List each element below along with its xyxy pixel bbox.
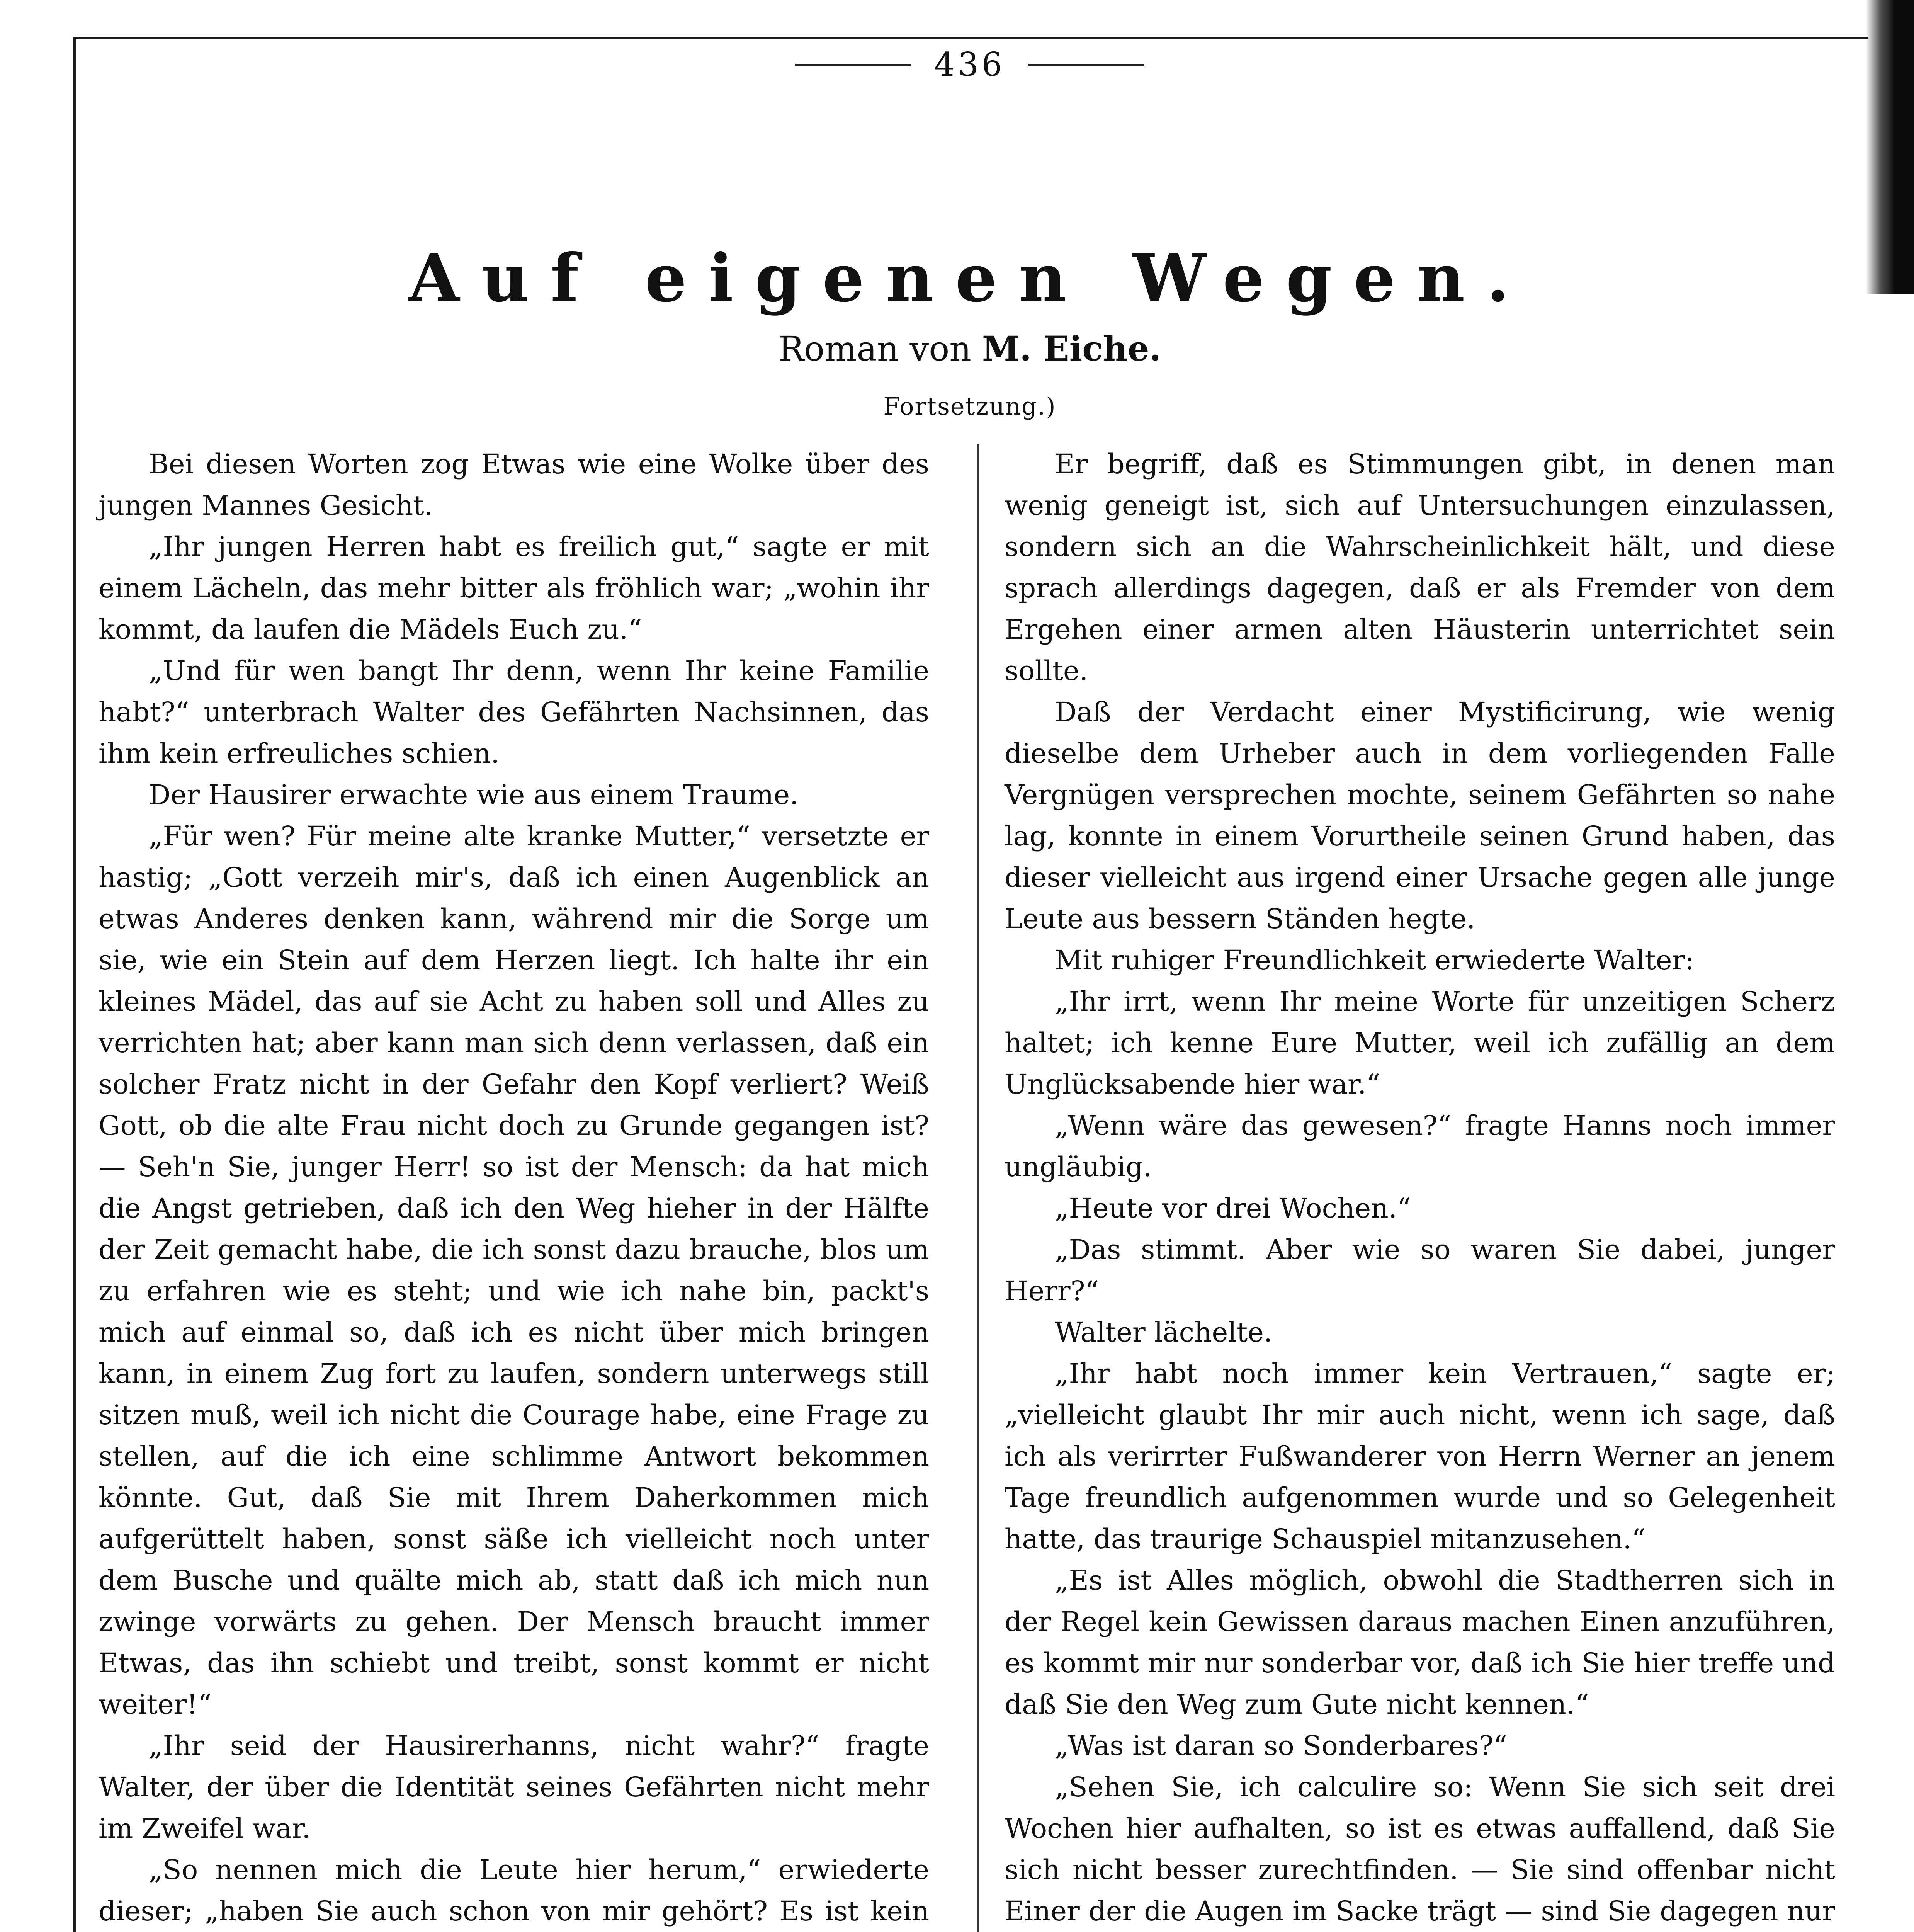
header-rule-left xyxy=(795,64,911,66)
article-subtitle xyxy=(73,328,1866,369)
paragraph: „Wenn wäre das gewesen?“ fragte Hanns noch immer ungläubig. xyxy=(1005,1110,1835,1183)
page-number: 436 xyxy=(934,46,1006,83)
header-rule-right xyxy=(1028,64,1144,66)
subtitle-prefix: Roman von xyxy=(778,329,971,369)
paragraph: „Ihr jungen Herren habt es freilich gut,“ sagte er mit einem Lächeln, das mehr bitter als fröhlich war; „wohin ihr kommt, da laufen die Mädels Euch zu.“ xyxy=(99,531,929,645)
author-name: M. Eiche. xyxy=(982,328,1161,369)
paragraph: „So nennen mich die Leute hier herum,“ erwiederte dieser; „haben Sie auch schon von mir gehört? Es ist kein xyxy=(99,1854,929,1927)
paragraph: „Ihr irrt, wenn Ihr meine Worte für unzeitigen Scherz haltet; ich kenne Eure Mutter, weil ich zufällig an dem Unglücksabende hier war.“ xyxy=(1005,986,1835,1100)
article-title: Auf eigenen Wegen. xyxy=(408,240,1531,317)
continuation-note: Fortsetzung.) xyxy=(883,392,1056,420)
paragraph: Der Hausirer erwachte wie aus einem Traume. xyxy=(149,779,799,811)
paragraph: „Und für wen bangt Ihr denn, wenn Ihr keine Familie habt?“ unterbrach Walter des Gefährten Nachsinnen, das ihm kein erfreuliches schien. xyxy=(99,655,929,769)
page-header xyxy=(73,46,1866,83)
paragraph: „Ihr seid der Hausirerhanns, nicht wahr?“ fragte Walter, der über die Identität seines Gefährten nicht mehr im Zweifel war. xyxy=(99,1730,929,1844)
paragraph: Mit ruhiger Freundlichkeit erwiederte Walter: xyxy=(1055,944,1694,976)
left-column xyxy=(99,444,929,1932)
paragraph: Daß der Verdacht einer Mystificirung, wie wenig dieselbe dem Urheber auch in dem vorliegenden Falle Vergnügen versprechen mochte, seinem Gefährten so nahe lag, konnte in einem Vorurtheile seinen Grund haben, das dieser vielleicht aus irgend einer Ursache gegen alle junge Leute aus bessern Ständen hegte. xyxy=(1005,696,1835,935)
paragraph: Er begriff, daß es Stimmungen gibt, in denen man wenig geneigt ist, sich auf Untersuchungen einzulassen, sondern sich an die Wahrscheinlichkeit hält, und diese sprach allerdings dagegen, daß er als Fremder von dem Ergehen einer armen alten Häusterin unterrichtet sein sollte. xyxy=(1005,448,1835,687)
paragraph: „Heute vor drei Wochen.“ xyxy=(1055,1192,1411,1224)
page-edge-shadow xyxy=(1866,0,1914,294)
paragraph: „Sehen Sie, ich calculire so: Wenn Sie sich seit drei Wochen hier aufhalten, so ist es etwas auffallend, daß Sie sich nicht besser zurechtfinden. — Sie sind offenbar nicht Einer der die Augen im Sacke trägt — sind Sie dagegen nur xyxy=(1005,1771,1835,1927)
paragraph: „Das stimmt. Aber wie so waren Sie dabei, junger Herr?“ xyxy=(1005,1234,1835,1307)
paragraph: Bei diesen Worten zog Etwas wie eine Wolke über des jungen Mannes Gesicht. xyxy=(99,448,929,521)
right-column xyxy=(1005,444,1835,1932)
paragraph: „Für wen? Für meine alte kranke Mutter,“ versetzte er hastig; „Gott verzeih mir's, daß ich einen Augenblick an etwas Anderes denken kann, während mir die Sorge um sie, wie ein Stein auf dem Herzen liegt. Ich halte ihr ein kleines Mädel, das auf sie Acht zu haben soll und Alles zu verrichten hat; aber kann man sich denn verlassen, daß ein solcher Fratz nicht in der Gefahr den Kopf verliert? Weiß Gott, ob die alte Frau nicht doch zu Grunde gegangen ist? — Seh'n Sie, junger Herr! so ist der Mensch: da hat mich die Angst getrieben, daß ich den Weg hieher in der Hälfte der Zeit gemacht habe, die ich sonst dazu brauche, blos um zu erfahren wie es steht; und wie ich nahe bin, packt's mich auf einmal so, daß ich es nicht über mich bringen kann, in einem Zug fort zu laufen, sondern unterwegs still sitzen muß, weil ich nicht die Courage habe, eine Frage zu stellen, auf die ich eine schlimme Antwort bekommen könnte. Gut, daß Sie mit Ihrem Daherkommen mich aufgerüttelt haben, sonst säße ich vielleicht noch unter dem Busche und quälte mich ab, statt daß ich mich nun zwinge vorwärts zu gehen. Der Mensch braucht immer Etwas, das ihn schiebt und treibt, sonst kommt er nicht weiter!“ xyxy=(99,820,929,1720)
paragraph: Walter lächelte. xyxy=(1055,1316,1273,1348)
paragraph: „Ihr habt noch immer kein Vertrauen,“ sagte er; „vielleicht glaubt Ihr mir auch nicht, wenn ich sage, daß ich als verirrter Fußwanderer von Herrn Werner an jenem Tage freundlich aufgenommen wurde und so Gelegenheit hatte, das traurige Schauspiel mitanzusehen.“ xyxy=(1005,1358,1835,1555)
paragraph: „Was ist daran so Sonderbares?“ xyxy=(1055,1730,1508,1762)
paragraph: „Es ist Alles möglich, obwohl die Stadtherren sich in der Regel kein Gewissen daraus machen Einen anzuführen, es kommt mir nur sonderbar vor, daß ich Sie hier treffe und daß Sie den Weg zum Gute nicht kennen.“ xyxy=(1005,1565,1835,1720)
column-divider xyxy=(977,444,979,1932)
